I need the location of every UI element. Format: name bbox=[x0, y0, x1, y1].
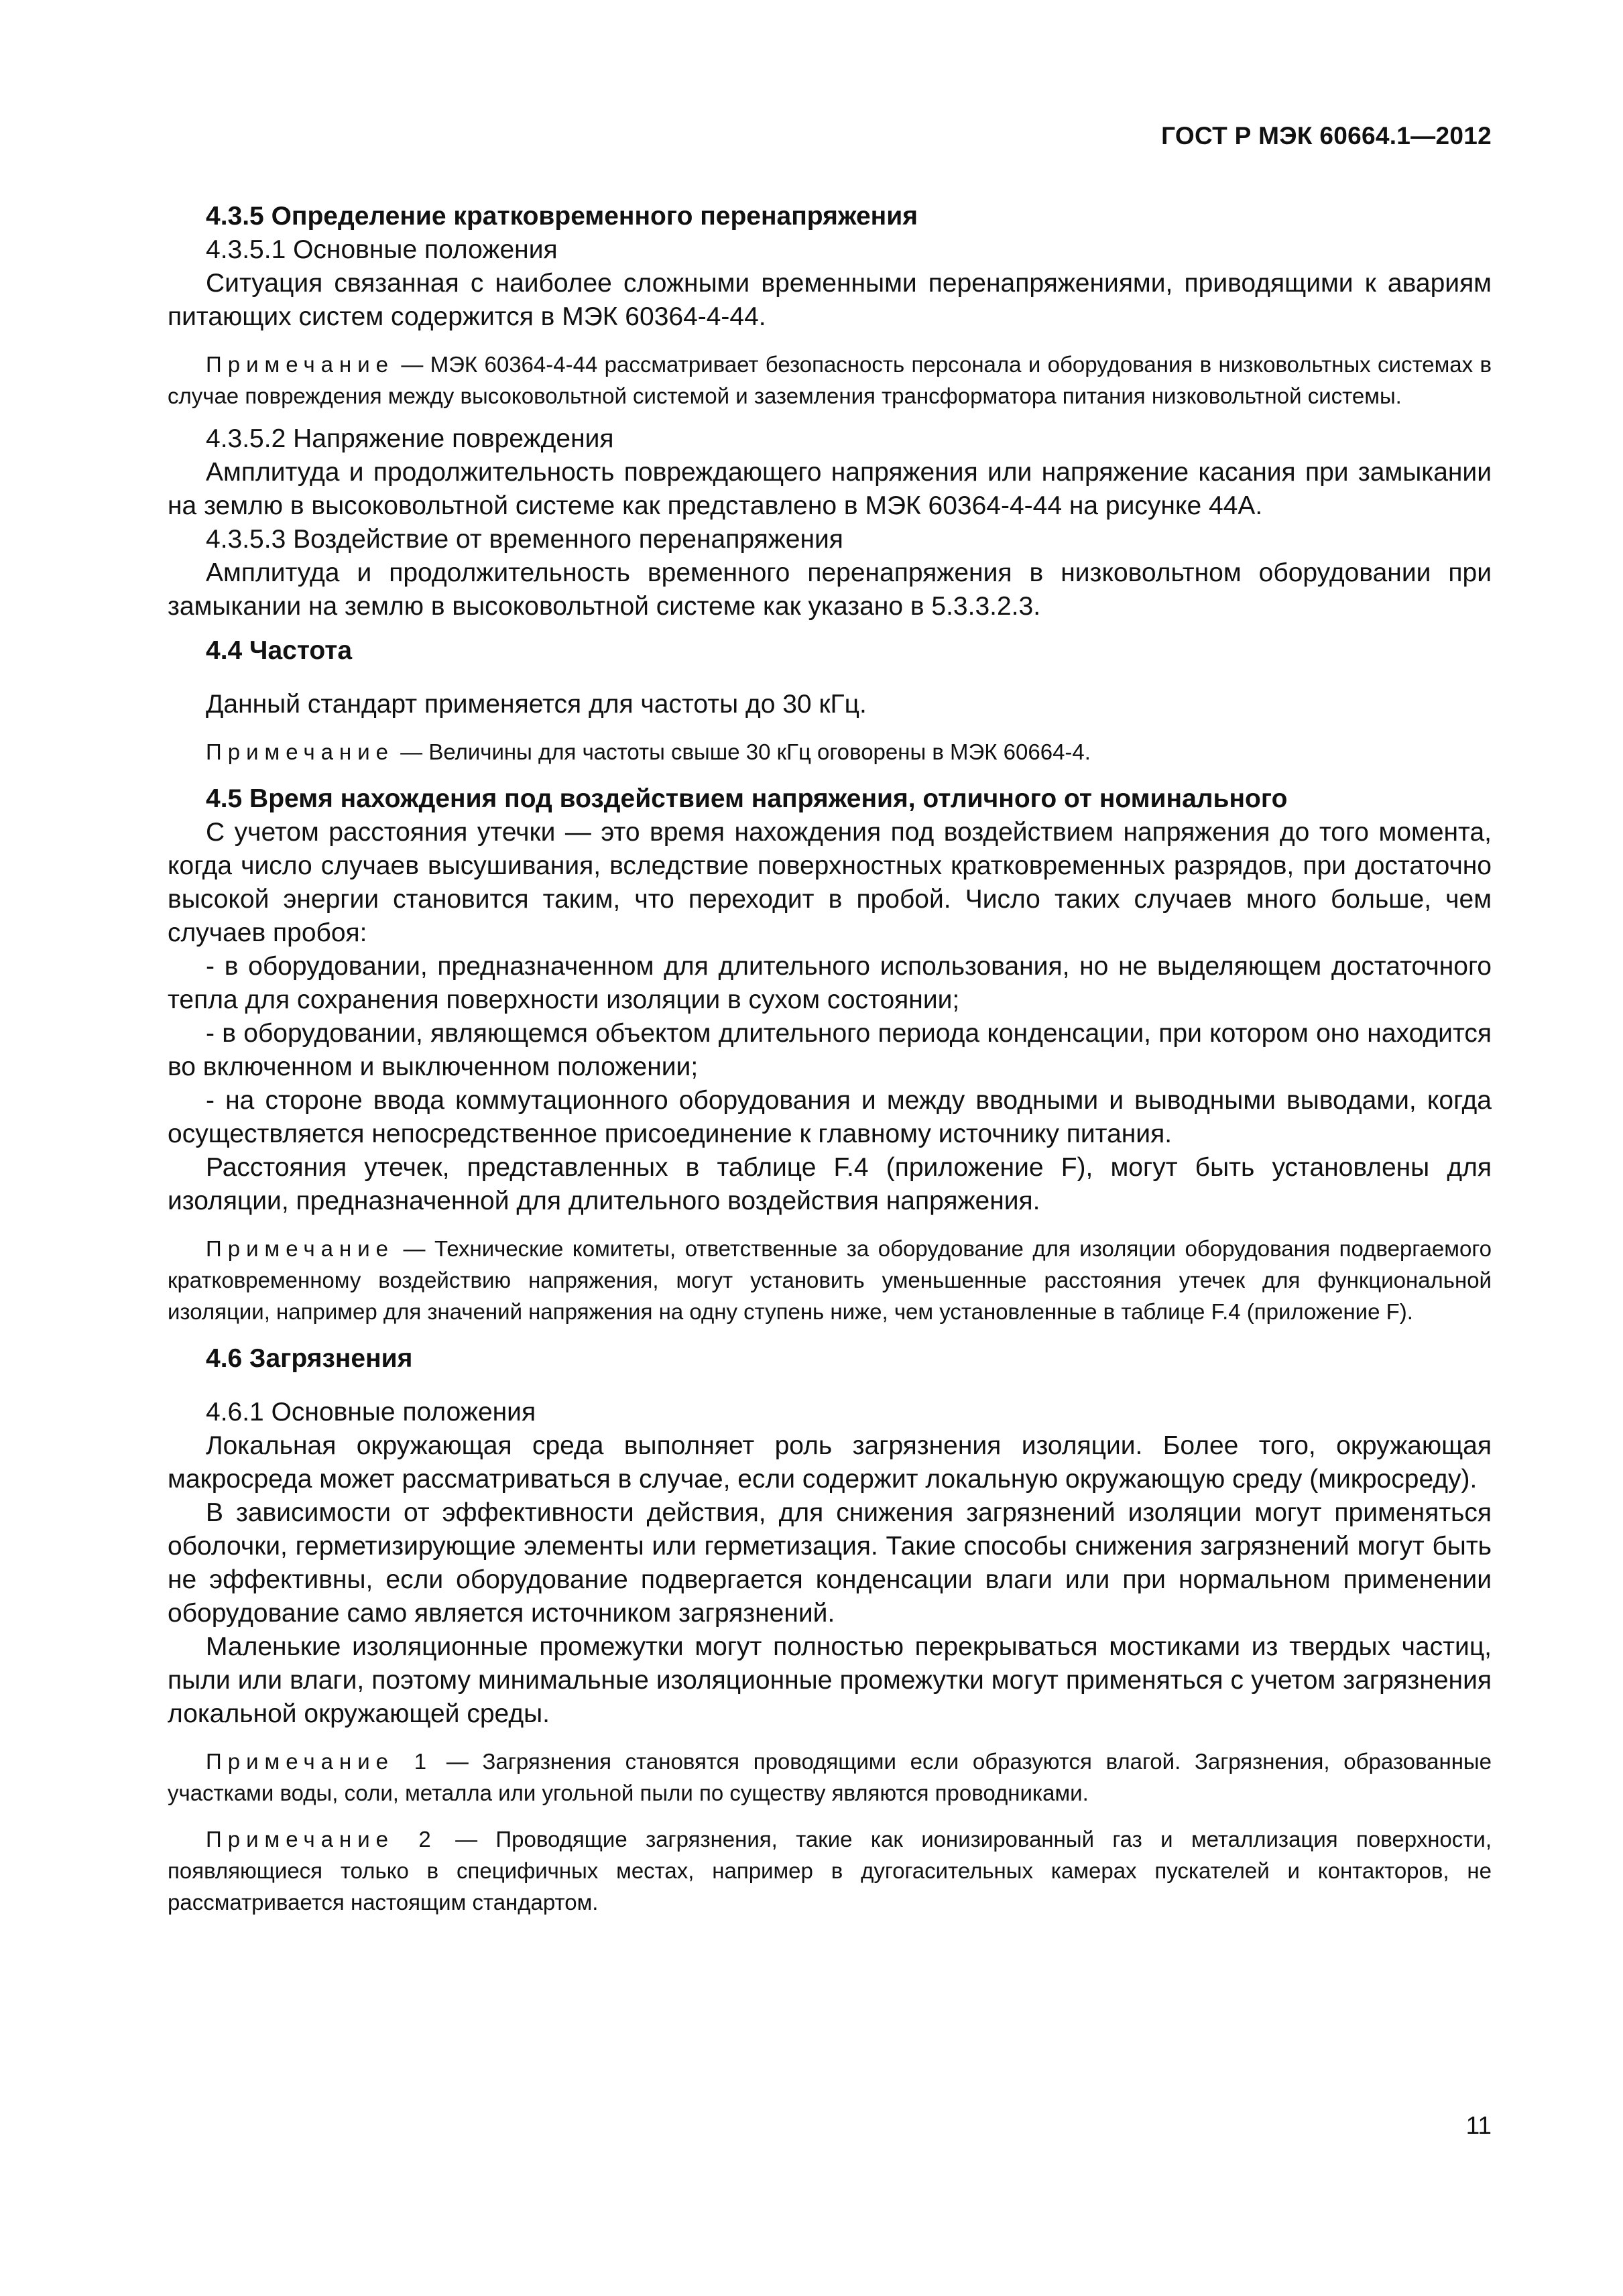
paragraph: Данный стандарт применяется для частоты до 30 кГц. bbox=[206, 690, 867, 719]
list-item: - в оборудовании, предназначенном для длительного использования, но не выделяющем достаточного тепла для сохранения поверхности изоляции в сухом состоянии; bbox=[168, 952, 1492, 1014]
note bbox=[168, 736, 1492, 768]
note-text: — Величины для частоты свыше 30 кГц оговорены в МЭК 60664-4. bbox=[394, 739, 1091, 764]
note-label: Примечание bbox=[206, 352, 395, 377]
section-title: 4.6 Загрязнения bbox=[206, 1344, 413, 1373]
paragraph: Маленькие изоляционные промежутки могут полностью перекрываться мостиками из твердых частиц, пыли или влаги, поэтому минимальные изоляционные промежутки могут применяться с учетом загрязнения локальной окружающей среды. bbox=[168, 1632, 1492, 1728]
note bbox=[168, 1233, 1492, 1327]
note-label: Примечание bbox=[206, 1236, 395, 1261]
subsection-title: 4.3.5.1 Основные положения bbox=[206, 235, 558, 264]
paragraph: Амплитуда и продолжительность повреждающего напряжения или напряжение касания при замыкании на землю в высоковольтной системе как представлено в МЭК 60364-4-44 на рисунке 44А. bbox=[168, 458, 1492, 520]
note bbox=[168, 1823, 1492, 1918]
note-text: — Технические комитеты, ответственные за оборудование для изоляции оборудования подвергаемого кратковременному воздействию напряжения, могут установить уменьшенные расстояния утечек для функциональной изоляции, например для значений напряжения на одну ступень ниже, чем установленные в таблице F.4 (приложение F). bbox=[168, 1236, 1492, 1324]
note-text: — МЭК 60364-4-44 рассматривает безопасность персонала и оборудования в низковольтных системах в случае повреждения между высоковольтной системой и заземления трансформатора питания низковольтной системы. bbox=[168, 352, 1492, 408]
note-text: — Проводящие загрязнения, такие как ионизированный газ и металлизация поверхности, появляющиеся только в специфичных местах, например в дугогасительных камерах пускателей и контакторов, не рассматривается настоящим стандартом. bbox=[168, 1827, 1492, 1915]
paragraph: В зависимости от эффективности действия, для снижения загрязнений изоляции могут применяться оболочки, герметизирующие элементы или герметизация. Такие способы снижения загрязнений могут быть не эффективны, если оборудование подвергается конденсации влаги или при нормальном применении оборудование само является источником загрязнений. bbox=[168, 1498, 1492, 1628]
note-label: Примечание 2 bbox=[206, 1827, 437, 1852]
paragraph: Амплитуда и продолжительность временного перенапряжения в низковольтном оборудовании при замыкании на землю в высоковольтной системе как указано в 5.3.3.2.3. bbox=[168, 558, 1492, 621]
list-item: - в оборудовании, являющемся объектом длительного периода конденсации, при котором оно находится во включенном и выключенном положении; bbox=[168, 1019, 1492, 1081]
paragraph: Ситуация связанная с наиболее сложными временными перенапряжениями, приводящими к авариям питающих систем содержится в МЭК 60364-4-44. bbox=[168, 269, 1492, 331]
page-number: 11 bbox=[1465, 2112, 1492, 2139]
note-text: — Загрязнения становятся проводящими если образуются влагой. Загрязнения, образованные участками воды, соли, металла или угольной пыли по существу являются проводниками. bbox=[168, 1749, 1492, 1805]
section-title: 4.5 Время нахождения под воздействием напряжения, отличного от номинального bbox=[206, 784, 1288, 813]
note-label: Примечание bbox=[206, 739, 395, 764]
subsection-title: 4.3.5.2 Напряжение повреждения bbox=[206, 424, 614, 453]
note bbox=[168, 349, 1492, 412]
note-label: Примечание 1 bbox=[206, 1749, 433, 1774]
subsection-title: 4.3.5.3 Воздействие от временного перенапряжения bbox=[206, 525, 843, 554]
document-header: ГОСТ Р МЭК 60664.1—2012 bbox=[1161, 122, 1492, 149]
paragraph: С учетом расстояния утечки — это время нахождения под воздействием напряжения до того момента, когда число случаев высушивания, вследствие поверхностных кратковременных разрядов, при достаточно высокой энергии становится таким, что переходит в пробой. Число таких случаев много больше, чем случаев пробоя: bbox=[168, 818, 1492, 947]
page-content bbox=[168, 200, 1492, 1918]
note bbox=[168, 1746, 1492, 1809]
subsection-title: 4.6.1 Основные положения bbox=[206, 1398, 536, 1427]
section-title: 4.4 Частота bbox=[206, 636, 353, 665]
paragraph: Расстояния утечек, представленных в таблице F.4 (приложение F), могут быть установлены для изоляции, предназначенной для длительного воздействия напряжения. bbox=[168, 1153, 1492, 1215]
section-title: 4.3.5 Определение кратковременного перенапряжения bbox=[206, 202, 918, 231]
paragraph: Локальная окружающая среда выполняет роль загрязнения изоляции. Более того, окружающая макросреда может рассматриваться в случае, если содержит локальную окружающую среду (микросреду). bbox=[168, 1431, 1492, 1494]
list-item: - на стороне ввода коммутационного оборудования и между вводными и выводными выводами, когда осуществляется непосредственное присоединение к главному источнику питания. bbox=[168, 1086, 1492, 1148]
